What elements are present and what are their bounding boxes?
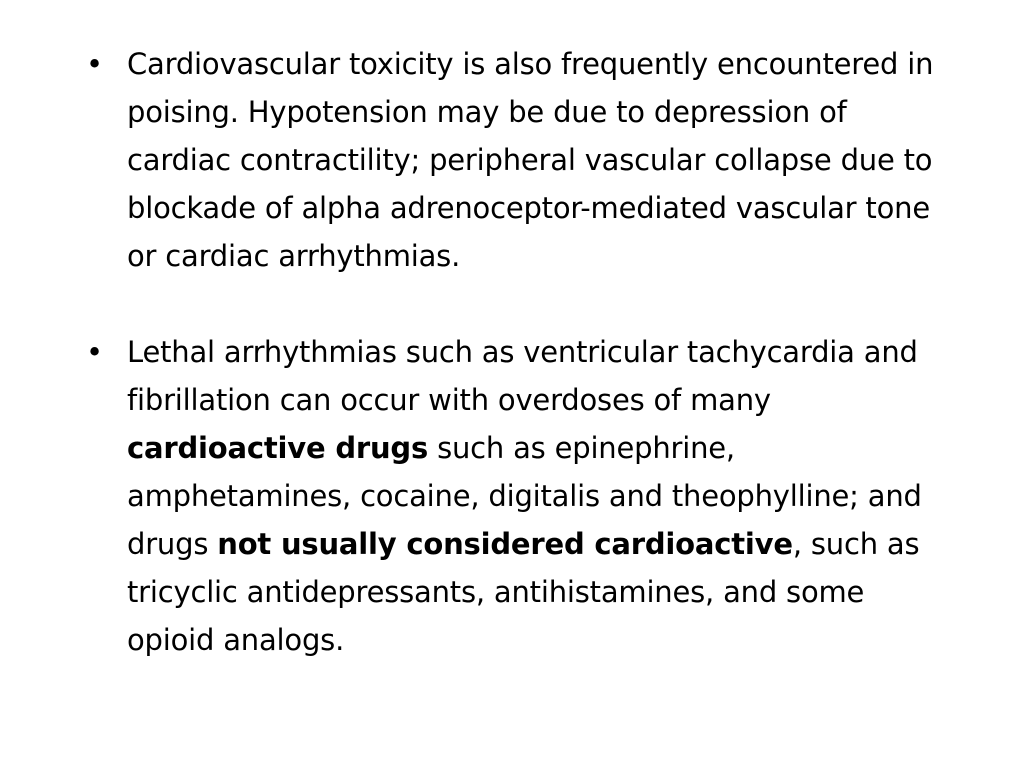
text-segment: , such as tricyclic antidepressants, antihistamines, and some opioid analogs. <box>127 527 920 657</box>
bullet-icon: • <box>86 47 103 81</box>
text-segment: Cardiovascular toxicity is also frequently encountered in poising. Hypotension may be due to depression of cardiac contractility; peripheral vascular collapse due to blockade of alpha adrenoceptor-mediated vascular tone or cardiac arrhythmias. <box>127 47 934 273</box>
bullet-text <box>127 335 922 657</box>
text-segment: such as epinephrine, amphetamines, cocaine, digitalis and theophylline; and drugs <box>127 431 922 561</box>
bold-text-segment: not usually considered cardioactive <box>217 527 793 561</box>
text-segment: Lethal arrhythmias such as ventricular tachycardia and fibrillation can occur with overdoses of many <box>127 335 918 417</box>
bullet-item-2 <box>86 328 956 664</box>
bullet-item-1 <box>86 40 956 280</box>
bullet-list <box>86 40 956 664</box>
bold-text-segment: cardioactive drugs <box>127 431 429 465</box>
bullet-text <box>127 47 933 273</box>
bullet-icon: • <box>86 335 103 369</box>
